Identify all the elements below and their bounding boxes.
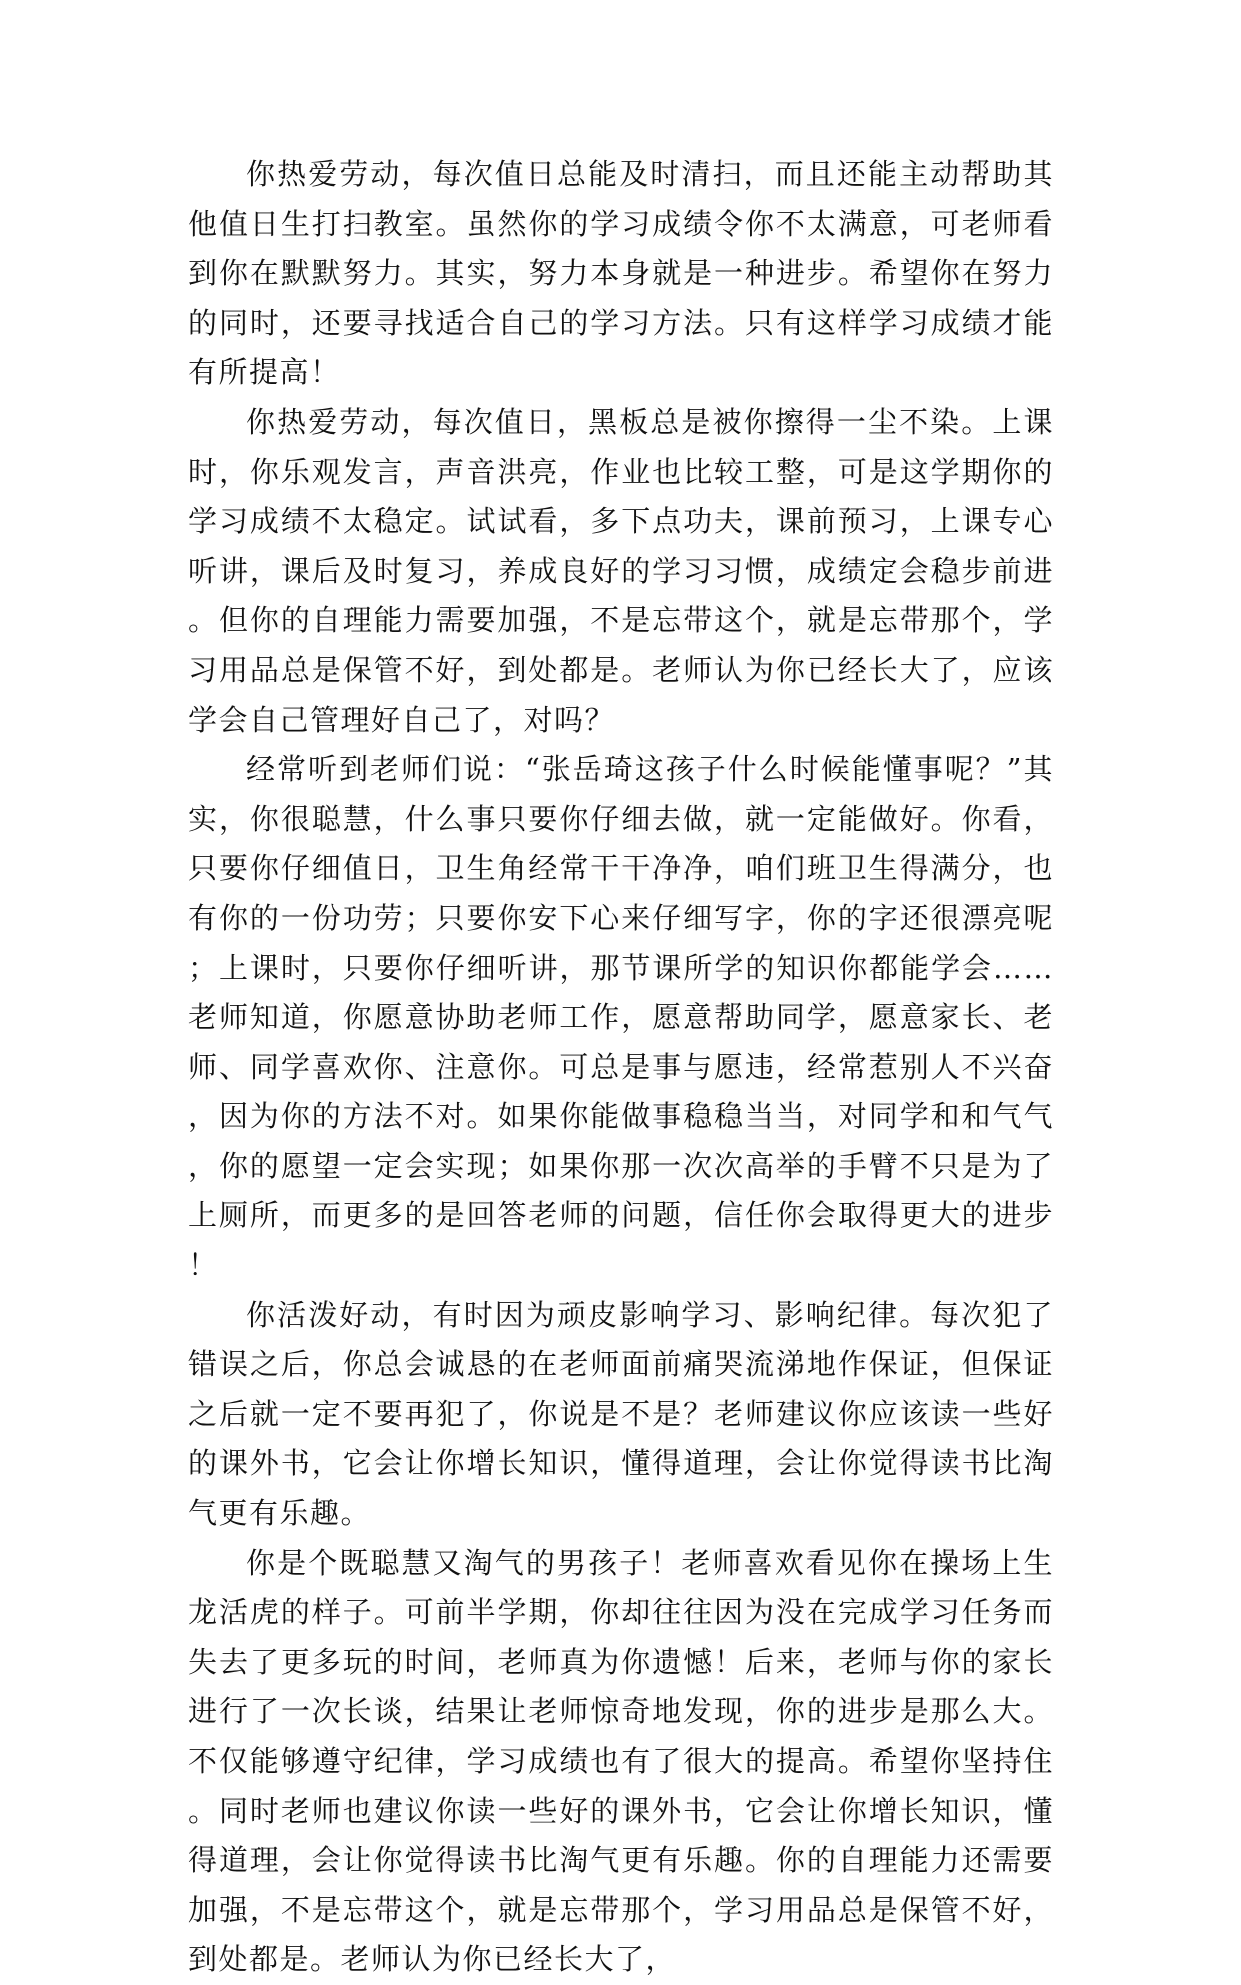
document-page <box>188 150 1054 1985</box>
paragraph-2: 你热爱劳动，每次值日，黑板总是被你擦得一尘不染。上课时，你乐观发言，声音洪亮，作业也比较工整，可是这学期你的学习成绩不太稳定。试试看，多下点功夫，课前预习，上课专心听讲，课后及时复习，养成良好的学习习惯，成绩定会稳步前进。但你的自理能力需要加强，不是忘带这个，就是忘带那个，学习用品总是保管不好，到处都是。老师认为你已经长大了，应该学会自己管理好自己了，对吗？ <box>188 404 1054 737</box>
paragraph-4: 你活泼好动，有时因为顽皮影响学习、影响纪律。每次犯了错误之后，你总会诚恳的在老师面前痛哭流涕地作保证，但保证之后就一定不要再犯了，你说是不是？老师建议你应该读一些好的课外书，它会让你增长知识，懂得道理，会让你觉得读书比淘气更有乐趣。 <box>188 1297 1054 1531</box>
paragraph-5: 你是个既聪慧又淘气的男孩子！老师喜欢看见你在操场上生龙活虎的样子。可前半学期，你却往往因为没在完成学习任务而失去了更多玩的时间，老师真为你遗憾！后来，老师与你的家长进行了一次长谈，结果让老师惊奇地发现，你的进步是那么大。不仅能够遵守纪律，学习成绩也有了很大的提高。希望你坚持住。同时老师也建议你读一些好的课外书，它会让你增长知识，懂得道理，会让你觉得读书比淘气更有乐趣。你的自理能力还需要加强，不是忘带这个，就是忘带那个，学习用品总是保管不好，到处都是。老师认为你已经长大了， <box>188 1545 1054 1977</box>
paragraph-3: 经常听到老师们说：“张岳琦这孩子什么时候能懂事呢？”其实，你很聪慧，什么事只要你仔细去做，就一定能做好。你看，只要你仔细值日，卫生角经常干干净净，咱们班卫生得满分，也有你的一份功劳；只要你安下心来仔细写字，你的字还很漂亮呢；上课时，只要你仔细听讲，那节课所学的知识你都能学会……老师知道，你愿意协助老师工作，愿意帮助同学，愿意家长、老师、同学喜欢你、注意你。可总是事与愿违，经常惹别人不兴奋，因为你的方法不对。如果你能做事稳稳当当，对同学和和气气，你的愿望一定会实现；如果你那一次次高举的手臂不只是为了上厕所，而更多的是回答老师的问题，信任你会取得更大的进步！ <box>188 752 1054 1283</box>
paragraph-1: 你热爱劳动，每次值日总能及时清扫，而且还能主动帮助其他值日生打扫教室。虽然你的学习成绩令你不太满意，可老师看到你在默默努力。其实，努力本身就是一种进步。希望你在努力的同时，还要寻找适合自己的学习方法。只有这样学习成绩才能有所提高！ <box>188 157 1054 390</box>
